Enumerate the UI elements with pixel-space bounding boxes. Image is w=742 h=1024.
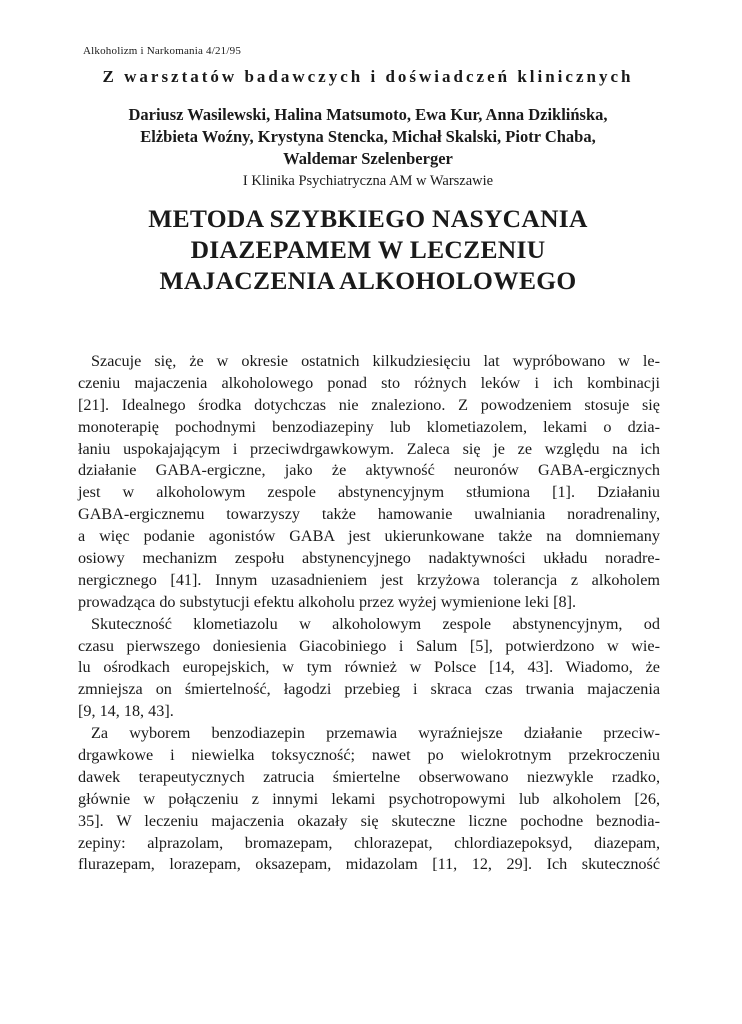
- text-line: dawek terapeutycznych zatrucia śmiertelne obserwowano niezwykle rzadko,: [78, 767, 660, 786]
- text-line: prowadząca do substytucji efektu alkoholu przez wyżej wymienione leki [8].: [78, 592, 577, 611]
- text-line: jest w alkoholowym zespole abstynencyjnym stłumiona [1]. Działaniu: [78, 483, 660, 502]
- article-body: [78, 351, 660, 876]
- text-line: czeniu majaczenia alkoholowego ponad sto różnych leków i ich kombinacji: [78, 373, 660, 392]
- text-line: Za wyborem benzodiazepin przemawia wyraźniejsze działanie przeciw-: [91, 724, 660, 743]
- title-line: MAJACZENIA ALKOHOLOWEGO: [159, 266, 577, 295]
- text-line: flurazepam, lorazepam, oksazepam, midazolam [11, 12, 29]. Ich skuteczność: [78, 855, 660, 874]
- text-line: drgawkowe i niewielka toksyczność; nawet po wielokrotnym przekroczeniu: [78, 746, 660, 765]
- affiliation: I Klinika Psychiatryczna AM w Warszawie: [242, 173, 494, 189]
- text-line: GABA-ergicznemu towarzyszy także hamowanie uwalniania noradrenaliny,: [78, 505, 660, 524]
- author-line: Elżbieta Woźny, Krystyna Stencka, Michał Skalski, Piotr Chaba,: [140, 127, 596, 146]
- text-line: 35]. W leczeniu majaczenia okazały się skuteczne liczne pochodne beznodia-: [78, 811, 660, 830]
- author-line: Dariusz Wasilewski, Halina Matsumoto, Ewa Kur, Anna Dziklińska,: [128, 105, 608, 124]
- text-line: głównie w połączeniu z innymi lekami psychotropowymi lub alkoholem [26,: [78, 789, 660, 808]
- section-heading: Z warsztatów badawczych i doświadczeń klinicznych: [102, 67, 634, 86]
- author-list: [83, 104, 653, 170]
- text-line: działanie GABA-ergiczne, jako że aktywność neuronów GABA-ergicznych: [78, 461, 660, 480]
- article-title: [83, 203, 653, 296]
- text-line: czasu pierwszego doniesienia Giacobiniego i Salum [5], potwierdzono w wie-: [78, 636, 660, 655]
- text-line: Szacuje się, że w okresie ostatnich kilkudziesięciu lat wypróbowano w le-: [91, 352, 660, 370]
- title-line: METODA SZYBKIEGO NASYCANIA: [148, 204, 588, 233]
- text-line: lu ośrodkach europejskich, w tym również w Polsce [14, 43]. Wiadomo, że: [78, 658, 660, 677]
- author-line: Waldemar Szelenberger: [283, 149, 453, 168]
- text-line: łaniu uspokajającym i przeciwdrgawkowym. Zaleca się je ze względu na ich: [78, 439, 660, 458]
- text-line: osiowy mechanizm zespołu abstynencyjnego nadaktywności układu noradre-: [78, 549, 660, 568]
- text-line: [9, 14, 18, 43].: [78, 702, 174, 721]
- text-line: monoterapię pochodnymi benzodiazepiny lub klometiazolem, lekami o dzia-: [78, 417, 660, 436]
- text-line: zepiny: alprazolam, bromazepam, chlorazepat, chlordiazepoksyd, diazepam,: [78, 833, 660, 852]
- text-line: zmniejsza on śmiertelność, łagodzi przebieg i skraca czas trwania majaczenia: [78, 680, 660, 699]
- text-line: nergicznego [41]. Innym uzasadnieniem jest krzyżowa tolerancja z alkoholem: [78, 570, 660, 589]
- running-head: Alkoholizm i Narkomania 4/21/95: [83, 45, 242, 57]
- text-line: Skuteczność klometiazolu w alkoholowym zespole abstynencyjnym, od: [91, 614, 660, 633]
- title-line: DIAZEPAMEM W LECZENIU: [190, 235, 546, 264]
- text-line: a więc podanie agonistów GABA jest ukierunkowane także na domniemany: [78, 527, 660, 546]
- text-line: [21]. Idealnego środka dotychczas nie znaleziono. Z powodzeniem stosuje się: [78, 395, 660, 414]
